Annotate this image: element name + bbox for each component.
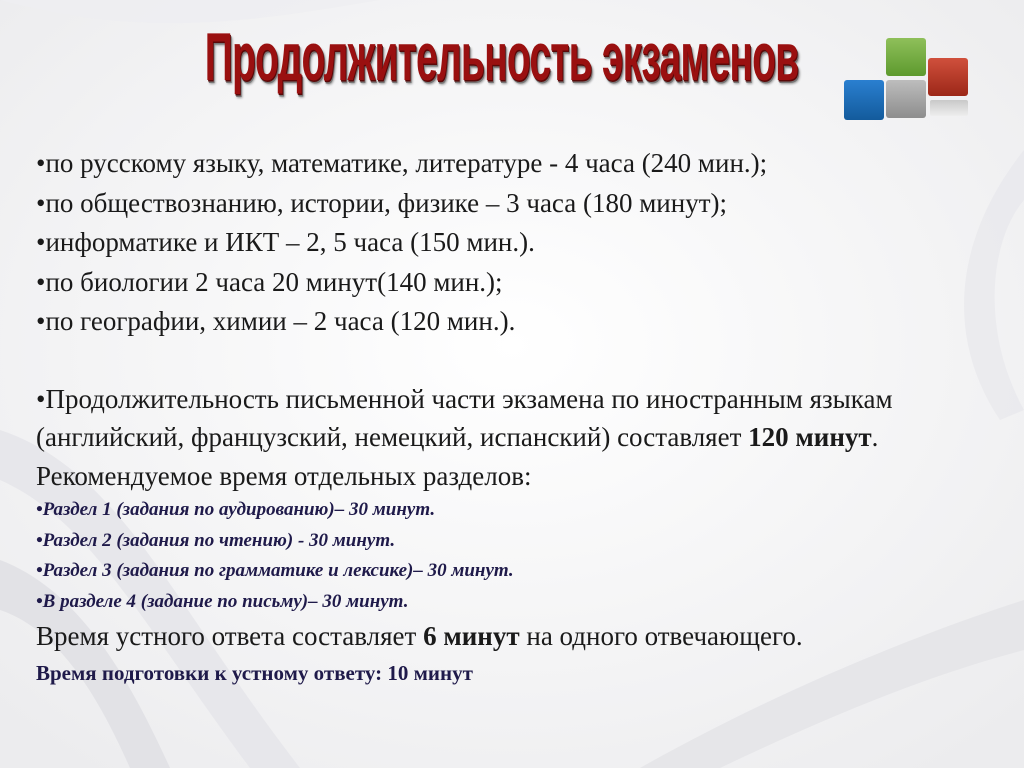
logo-square-shadow (930, 100, 968, 116)
section-2-reading: •Раздел 2 (задания по чтению) - 30 минут. (36, 529, 396, 551)
section-3-grammar: •Раздел 3 (задания по грамматике и лексике)– 30 минут. (36, 560, 514, 581)
bullet-russian-math-literature: •по русскому языку, математике, литературе - 4 часа (240 мин.); (36, 148, 768, 178)
slide-body (36, 144, 1011, 689)
oral-answer-line (36, 617, 1011, 657)
oral-text-after: на одного отвечающего. (519, 621, 803, 651)
foreign-duration-emphasis: 120 минут (748, 422, 872, 452)
foreign-text-after: . Рекомендуемое время отдельных разделов: (36, 422, 879, 491)
bullet-informatics: •информатике и ИКТ – 2, 5 часа (150 мин.). (36, 227, 535, 257)
oral-duration-emphasis: 6 минут (423, 621, 520, 651)
foreign-text-before: •Продолжительность письменной части экзамена по иностранным языкам (английский, французский, немецкий, испанский) составляет (36, 383, 893, 452)
bullet-social-history-physics: •по обществознанию, истории, физике – 3 часа (180 минут); (36, 187, 727, 218)
foreign-language-paragraph (36, 380, 1011, 496)
logo-square-green (886, 38, 926, 76)
bullet-geography-chemistry: •по географии, химии – 2 часа (120 мин.). (36, 306, 516, 336)
section-4-writing: •В разделе 4 (задание по письму)– 30 минут. (36, 590, 409, 612)
slide-title-text: Продолжительность экзаменов (205, 19, 799, 95)
paragraph-spacer (36, 342, 1011, 378)
logo-square-blue (844, 80, 884, 120)
colored-squares-logo-icon (842, 38, 972, 124)
bullet-biology: •по биологии 2 часа 20 минут(140 мин.); (36, 266, 503, 297)
section-1-listening: •Раздел 1 (задания по аудированию)– 30 минут. (36, 499, 436, 520)
oral-preparation-time: Время подготовки к устному ответу: 10 минут (36, 660, 473, 685)
logo-square-gray (886, 80, 926, 118)
logo-square-red (928, 58, 968, 96)
oral-text-before: Время устного ответа составляет (36, 621, 424, 651)
